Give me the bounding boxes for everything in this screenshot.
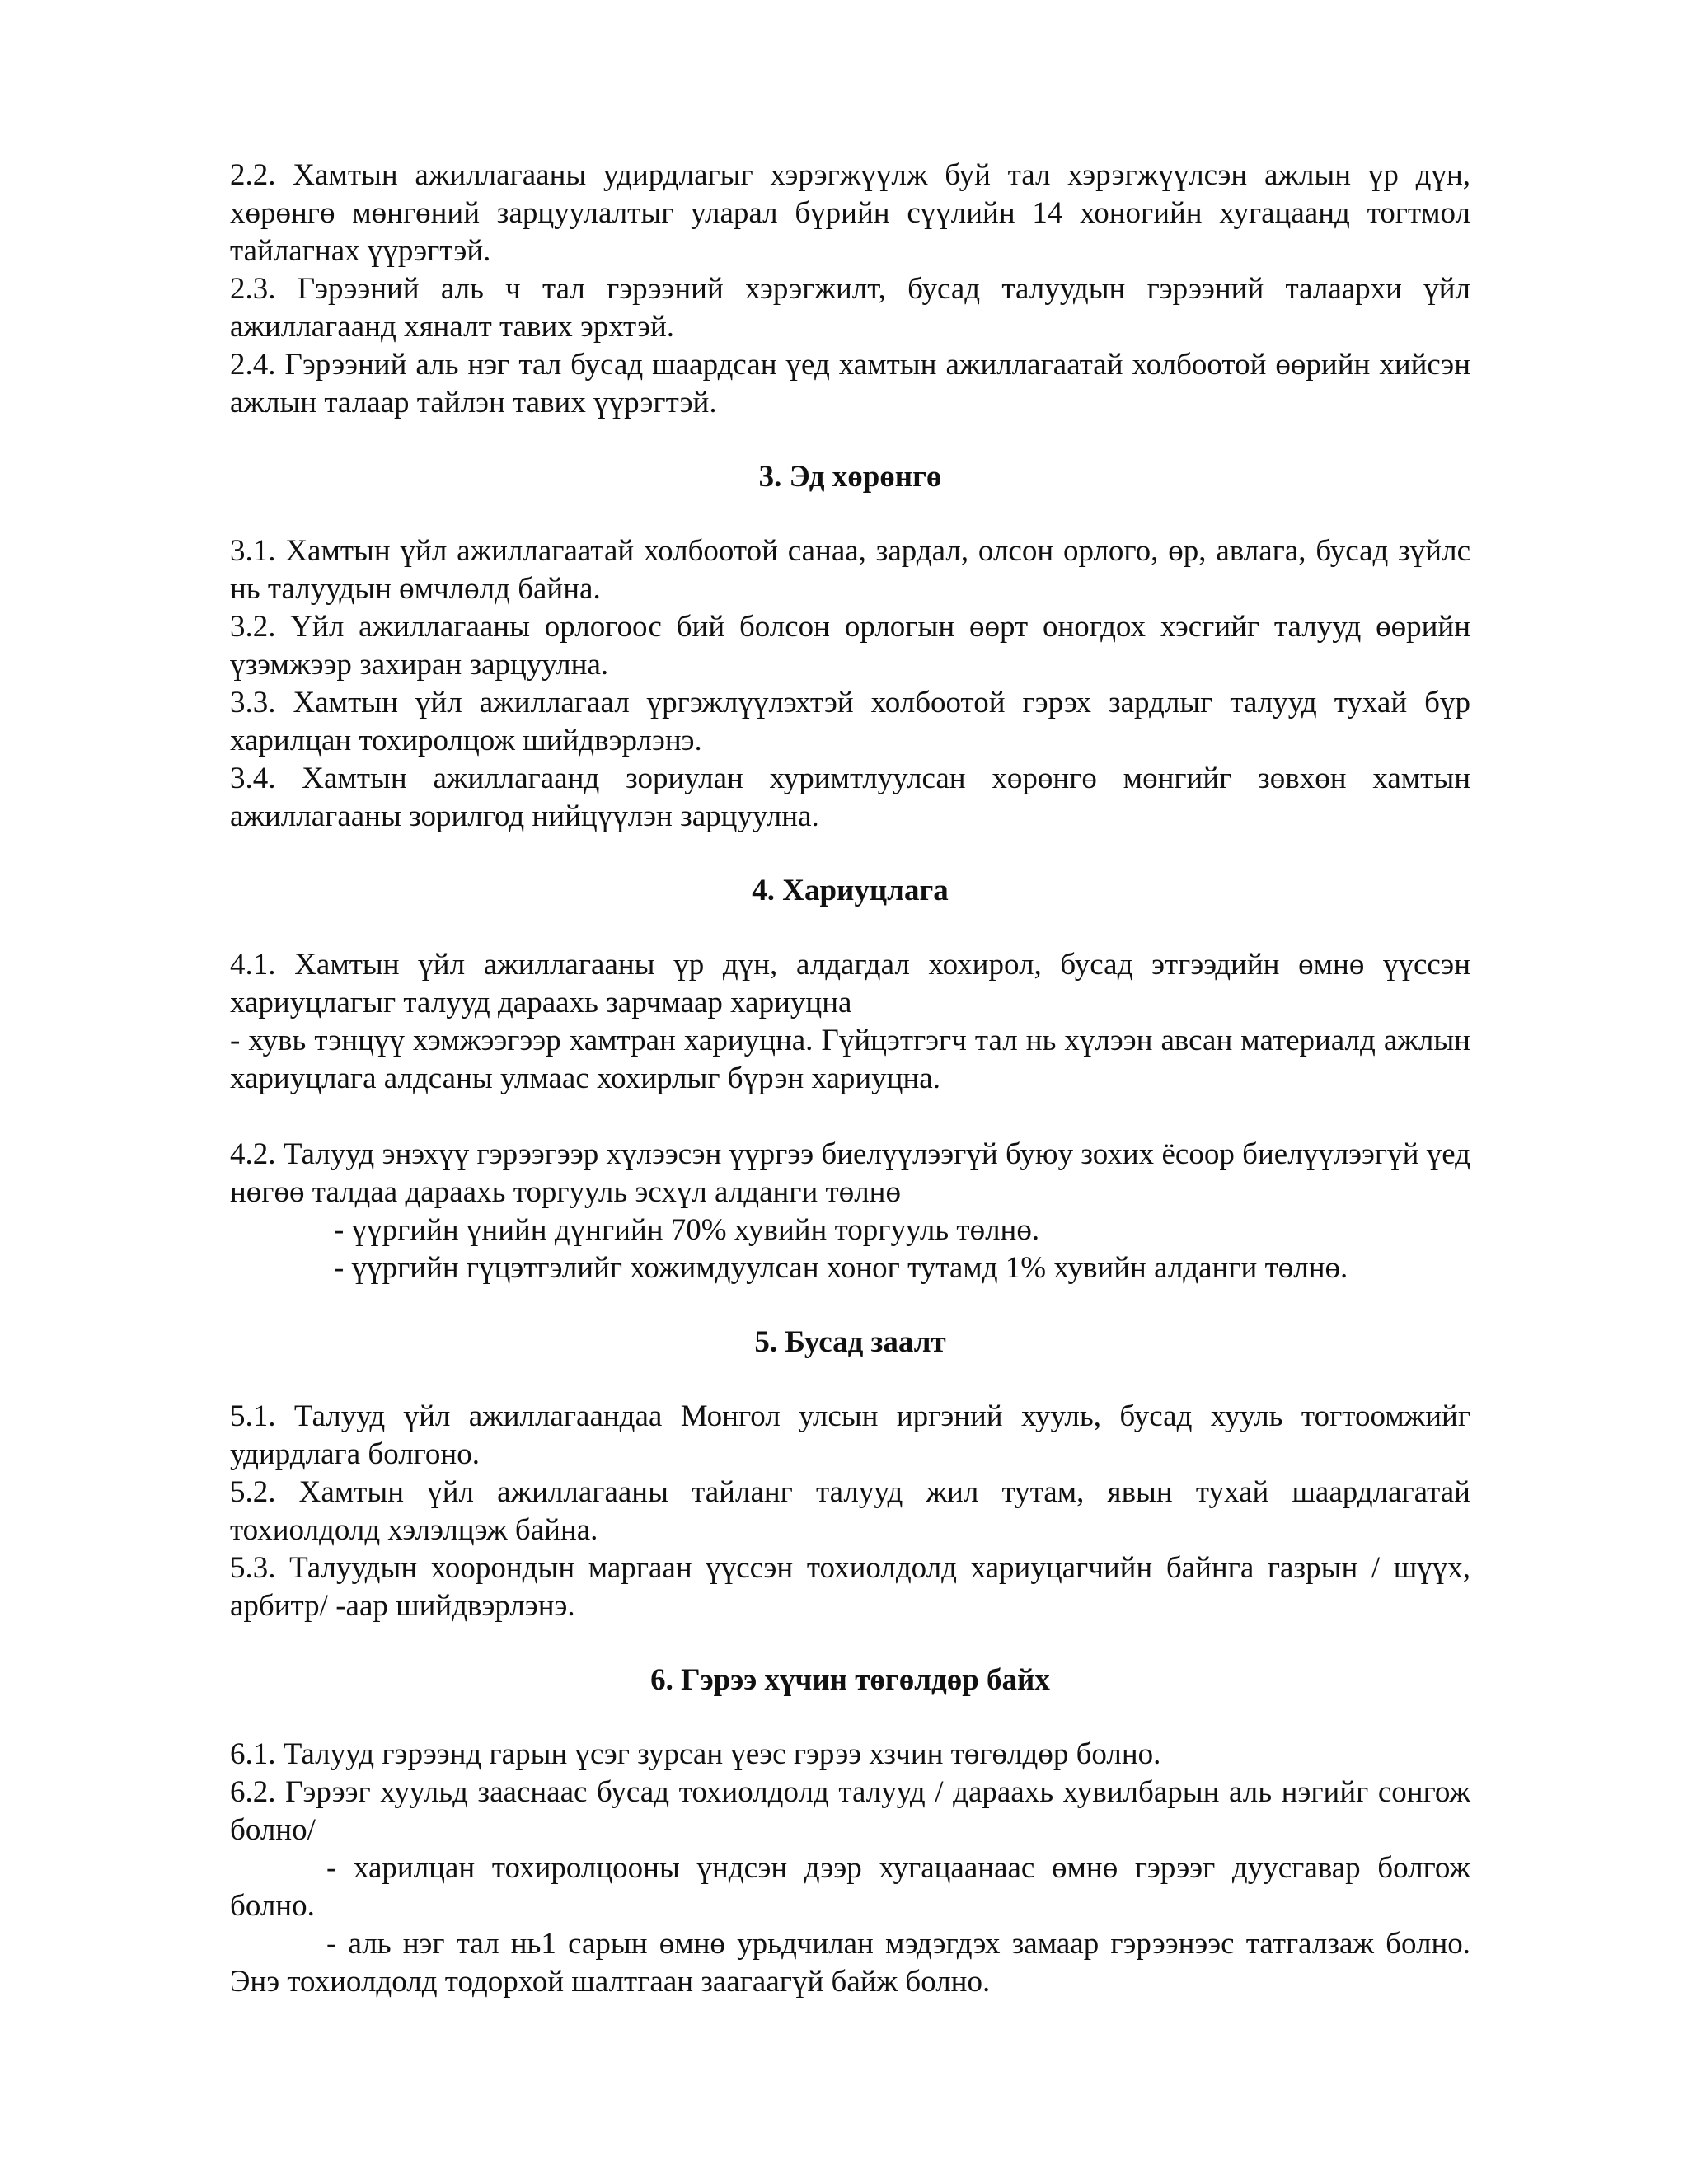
section-4 <box>230 872 1470 1287</box>
clause-6-2: 6.2. Гэрээг хуульд зааснаас бусад тохиолдолд талууд / дараахь хувилбарын аль нэгийг сонгож болно/ <box>230 1775 1470 1847</box>
clause-4-2-item-2: - үүргийн гүцэтгэлийг хожимдуулсан хоног тутамд 1% хувийн алданги төлнө. <box>334 1251 1348 1285</box>
clause-6-2-item-1: - харилцан тохиролцооны үндсэн дээр хугацаанаас өмнө гэрээг дуусгавар болгож болно. <box>230 1851 1470 1923</box>
clause-6-2-item-2: - аль нэг тал нь1 сарын өмнө урьдчилан мэдэгдэх замаар гэрээнээс татгалзаж болно. Энэ тохиолдолд тодорхой шалтгаан заагаагүй байж болно. <box>230 1927 1470 1999</box>
section-5 <box>230 1324 1470 1625</box>
section-6 <box>230 1661 1470 2001</box>
clause-2-4: 2.4. Гэрээний аль нэг тал бусад шаардсан үед хамтын ажиллагаатай холбоотой өөрийн хийсэн ажлын талаар тайлэн тавих үүрэгтэй. <box>230 348 1470 419</box>
section-3-heading: 3. Эд хөрөнгө <box>758 460 942 494</box>
clause-3-4: 3.4. Хамтын ажиллагаанд зориулан хуримтлуулсан хөрөнгө мөнгийг зөвхөн хамтын ажиллагааны зорилгод нийцүүлэн зарцуулна. <box>230 762 1470 833</box>
clause-3-3: 3.3. Хамтын үйл ажиллагаал үргэжлүүлэхтэй холбоотой гэрэх зардлыг талууд тухай бүр харилцан тохиролцож шийдвэрлэнэ. <box>230 686 1470 757</box>
clause-2-2: 2.2. Хамтын ажиллагааны удирдлагыг хэрэгжүүлж буй тал хэрэгжүүлсэн ажлын үр дүн, хөрөнгө мөнгөний зарцуулалтыг уларал бүрийн сүүлийн 14 хоногийн хугацаанд тогтмол тайлагнах үүрэгтэй. <box>230 158 1470 268</box>
clause-4-1: 4.1. Хамтын үйл ажиллагааны үр дүн, алдагдал хохирол, бусад этгээдийн өмнө үүссэн хариуцлагыг талууд дараахь зарчмаар хариуцна <box>230 948 1470 1019</box>
clause-5-2: 5.2. Хамтын үйл ажиллагааны тайланг талууд жил тутам, явын тухай шаардлагатай тохиолдолд хэлэлцэж байна. <box>230 1475 1470 1547</box>
section-3 <box>230 458 1470 836</box>
clause-6-1: 6.1. Талууд гэрээнд гарын үсэг зурсан үеэс гэрээ хзчин төгөлдөр болно. <box>230 1737 1161 1771</box>
section-4-heading: 4. Хариуцлага <box>752 874 949 907</box>
clause-3-2: 3.2. Үйл ажиллагааны орлогоос бий болсон орлогын өөрт оногдох хэсгийг талууд өөрийн үзэмжээр захиран зарцуулна. <box>230 610 1470 682</box>
section-6-heading: 6. Гэрээ хүчин төгөлдөр байх <box>650 1663 1050 1697</box>
clause-5-1: 5.1. Талууд үйл ажиллагаандаа Монгол улсын иргэний хууль, бусад хууль тогтоомжийг удирдлага болгоно. <box>230 1399 1470 1471</box>
clause-4-2-item-1: - үүргийн үнийн дүнгийн 70% хувийн торгууль төлнө. <box>334 1213 1040 1247</box>
clause-3-1: 3.1. Хамтын үйл ажиллагаатай холбоотой санаа, зардал, олсон орлого, өр, авлага, бусад зүйлс нь талуудын өмчлөлд байна. <box>230 534 1470 606</box>
section-5-heading: 5. Бусад заалт <box>754 1325 946 1359</box>
clause-2-3: 2.3. Гэрээний аль ч тал гэрээний хэрэгжилт, бусад талуудын гэрээний талаархи үйл ажиллагаанд хяналт тавих эрхтэй. <box>230 272 1470 344</box>
clause-4-1-item: - хувь тэнцүү хэмжээгээр хамтран хариуцна. Гүйцэтгэгч тал нь хүлээн авсан материалд ажлын хариуцлага алдсаны улмаас хохирлыг бүрэн хариуцна. <box>230 1024 1470 1095</box>
clause-5-3: 5.3. Талуудын хоорондын маргаан үүссэн тохиолдолд хариуцагчийн байнга газрын / шүүх, арбитр/ -аар шийдвэрлэнэ. <box>230 1551 1470 1623</box>
section-2-continuation <box>230 157 1470 422</box>
document-body <box>230 157 1470 2001</box>
clause-4-2: 4.2. Талууд энэхүү гэрээгээр хүлээсэн үүргээ биелүүлээгүй буюу зохих ёсоор биелүүлээгүй үед нөгөө талдаа дараахь торгууль эсхүл алданги төлнө <box>230 1137 1470 1209</box>
